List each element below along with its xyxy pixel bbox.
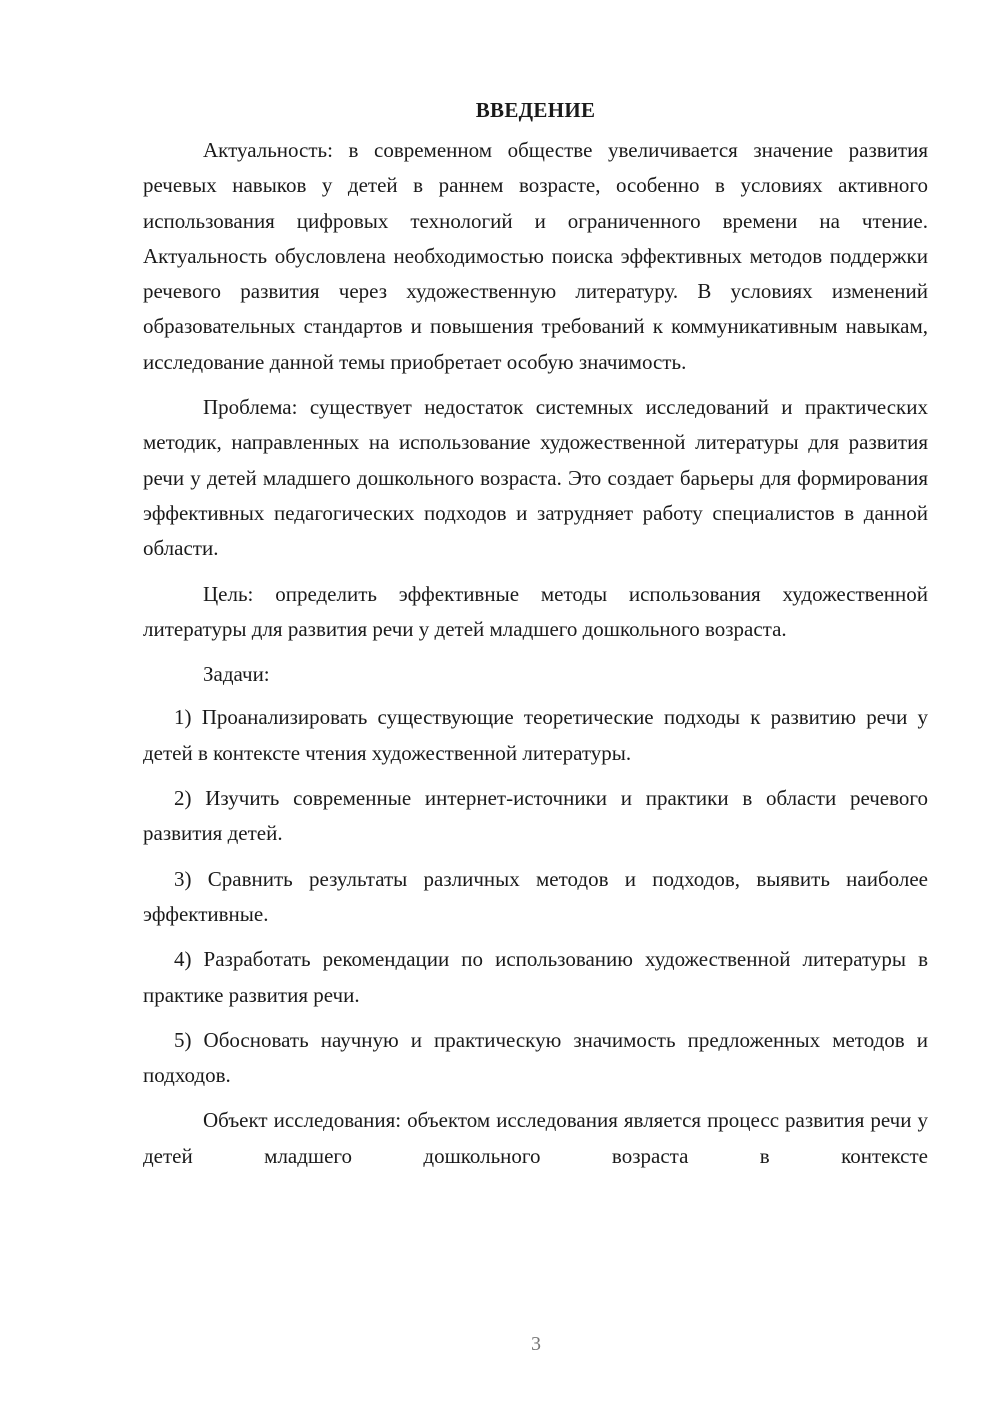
section-title: ВВЕДЕНИЕ [475,98,596,122]
tasks-heading: Задачи: [203,662,270,687]
document-page [143,95,928,1184]
task-item-3: 3) Сравнить результаты различных методов и подходов, выявить наиболее эффективные. [143,866,928,926]
page-number: 3 [531,1333,541,1355]
task-item-1: 1) Проанализировать существующие теоретические подходы к развитию речи у детей в контексте чтения художественной литературы. [143,705,928,765]
relevance-paragraph: Актуальность: в современном обществе увеличивается значение развития речевых навыков у детей в раннем возрасте, особенно в условиях активного использования цифровых технологий и ограниченного времени на чтение. Актуальность обусловлена необходимостью поиска эффективных методов поддержки речевого развития через художественную литературу. В условиях изменений образовательных стандартов и повышения требований к коммуникативным навыкам, исследование данной темы приобретает особую значимость. [143,138,928,374]
task-item-4: 4) Разработать рекомендации по использованию художественной литературы в практике развития речи. [143,947,928,1007]
task-item-5: 5) Обосновать научную и практическую значимость предложенных методов и подходов. [143,1027,928,1088]
problem-paragraph: Проблема: существует недостаток системных исследований и практических методик, направленных на использование художественной литературы для развития речи у детей младшего дошкольного возраста. Это создает барьеры для формирования эффективных педагогических подходов и затрудняет работу специалистов в данной области. [143,395,928,561]
goal-paragraph: Цель: определить эффективные методы использования художественной литературы для развития речи у детей младшего дошкольного возраста. [143,581,928,641]
task-item-2: 2) Изучить современные интернет-источники и практики в области речевого развития детей. [143,786,928,846]
object-paragraph: Объект исследования: объектом исследования является процесс развития речи у детей младшего дошкольного возраста в контексте [143,1108,928,1168]
